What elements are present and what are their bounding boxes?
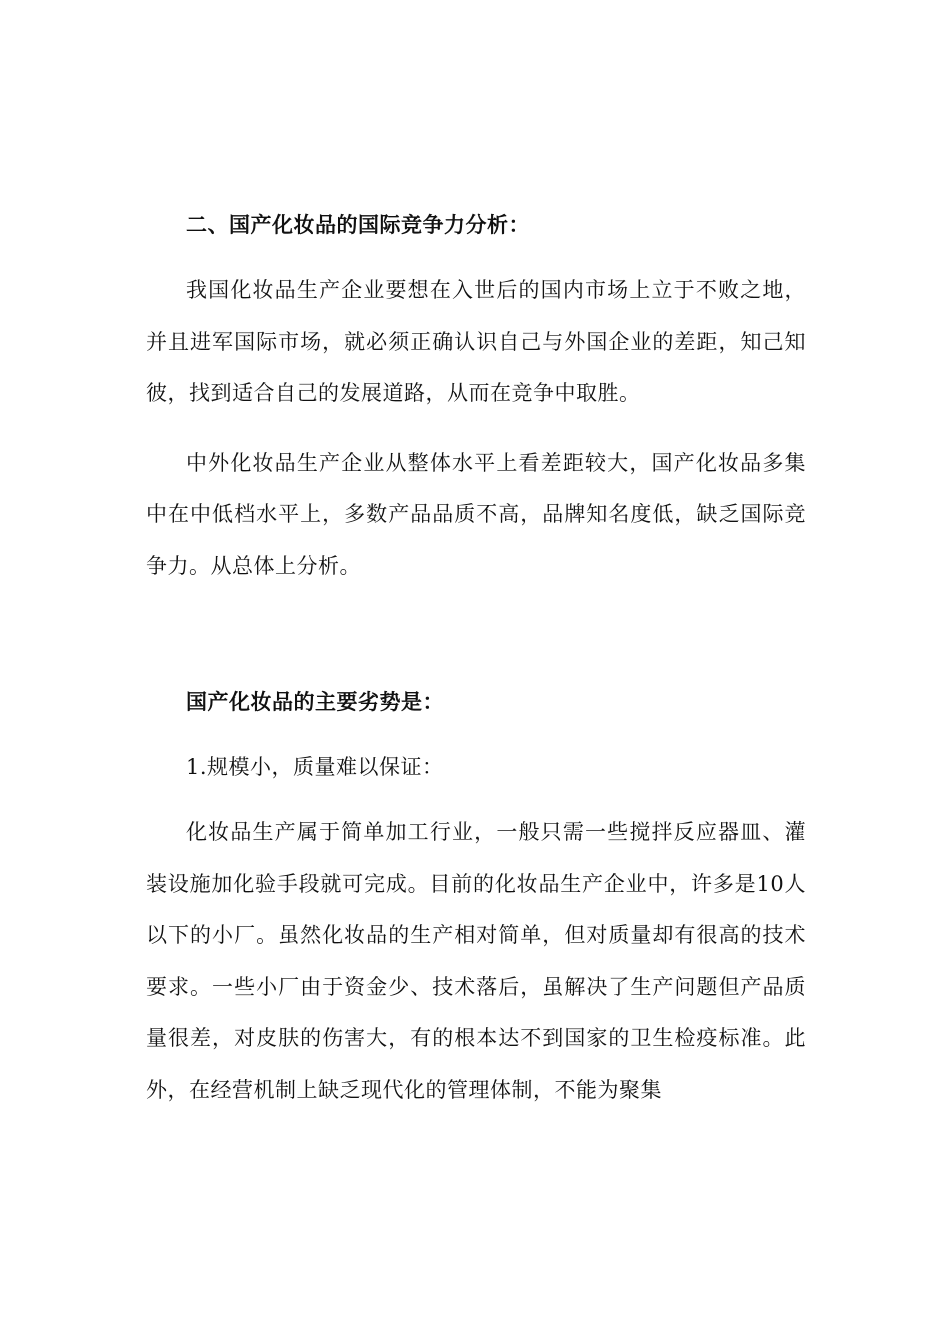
document-body bbox=[146, 200, 806, 1116]
spacer bbox=[146, 592, 806, 677]
spacer bbox=[146, 792, 806, 807]
subheading-disadvantages: 国产化妆品的主要劣势是： bbox=[186, 690, 444, 714]
spacer bbox=[146, 727, 806, 742]
paragraph-intro: 我国化妆品生产企业要想在入世后的国内市场上立于不败之地，并且进军国际市场，就必须正确认识自己与外国企业的差距，知己知彼，找到适合自己的发展道路，从而在竞争中取胜。 bbox=[146, 278, 806, 405]
section-heading: 二、国产化妆品的国际竞争力分析： bbox=[186, 213, 530, 237]
spacer bbox=[146, 420, 806, 438]
list-item-scale: 1.规模小，质量难以保证： bbox=[186, 755, 444, 779]
paragraph-scale-detail: 化妆品生产属于简单加工行业，一般只需一些搅拌反应器皿、灌装设施加化验手段就可完成。目前的化妆品生产企业中，许多是10人以下的小厂。虽然化妆品的生产相对简单，但对质量却有很高的技术要求。一些小厂由于资金少、技术落后，虽解决了生产问题但产品质量很差，对皮肤的伤害大，有的根本达不到国家的卫生检疫标准。此外，在经营机制上缺乏现代化的管理体制，不能为聚集 bbox=[146, 820, 806, 1102]
spacer bbox=[146, 250, 806, 265]
paragraph-comparison: 中外化妆品生产企业从整体水平上看差距较大，国产化妆品多集中在中低档水平上，多数产品品质不高，品牌知名度低，缺乏国际竞争力。从总体上分析。 bbox=[146, 450, 806, 578]
